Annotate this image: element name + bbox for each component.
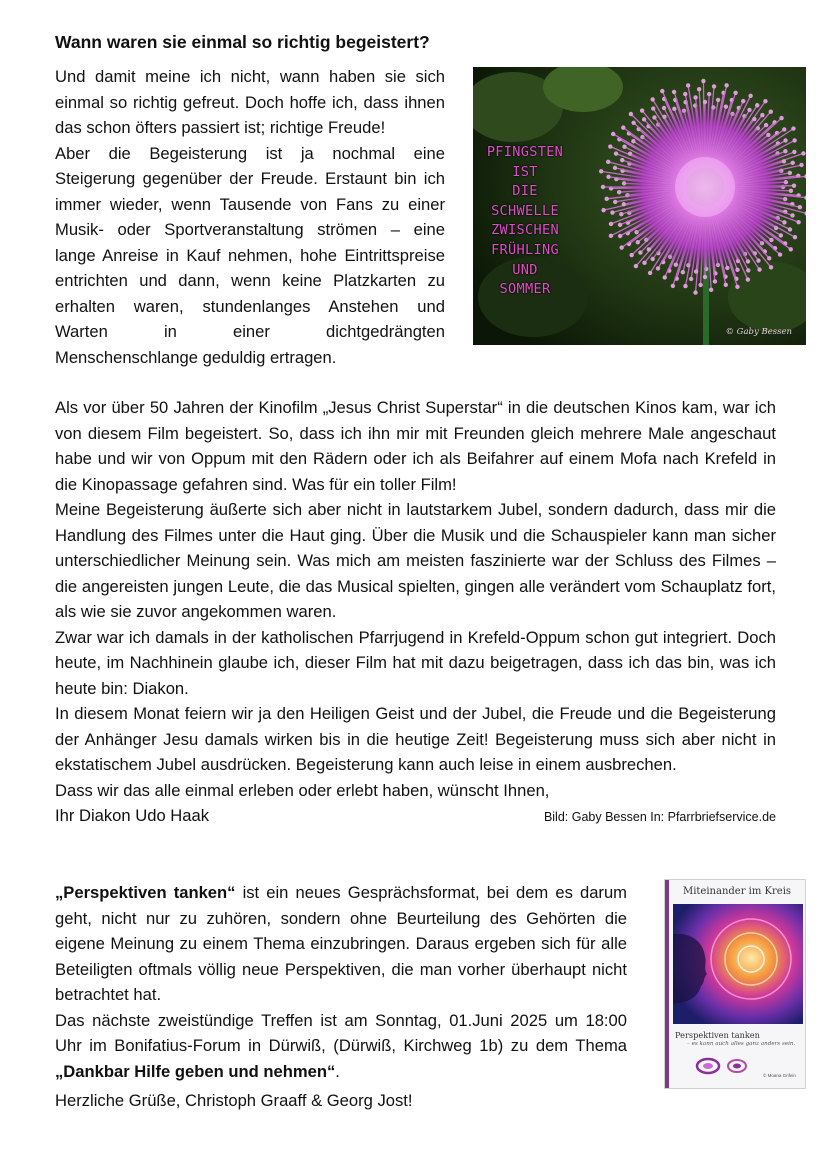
intro-paragraph: Aber die Begeisterung ist ja nochmal eine Steigerung gegenüber der Freude. Erstaunt bin ich immer wieder, wenn Tausende von Fans zu einer Musik- oder Sportveranstaltung strömen – eine lange Anreise in Kauf nehmen, hohe Eintrittspreise entrichten und dann, wenn keine Platzkarten zu erhalten waren, stundenlanges Anstehen und Warten in einer dichtgedrängten bbox=[55, 143, 445, 341]
event-greeting: Herzliche Grüße, Christoph Graaff & Georg Jost! bbox=[55, 1091, 413, 1110]
event-heading: „Perspektiven tanken“ bbox=[55, 883, 236, 902]
flower-caption-line: SCHWELLE bbox=[491, 202, 559, 219]
flower-image bbox=[473, 67, 806, 345]
page-title: Wann waren sie einmal so richtig begeistert? bbox=[55, 32, 430, 52]
flower-caption-line: UND bbox=[512, 261, 538, 278]
signature-row bbox=[55, 803, 776, 831]
book-publisher: © Moana Grifein bbox=[763, 1073, 796, 1078]
flower-caption-line: SOMMER bbox=[499, 281, 551, 298]
event-next-meeting: Das nächste zweistündige Treffen ist am Sonntag, 01.Juni 2025 um 18:00 Uhr im Bonifatius-Forum in Dürwiß, (Dürwiß, Kirchweg 1b) zu dem Thema bbox=[55, 1010, 627, 1055]
main-paragraph: Meine Begeisterung äußerte sich aber nicht in lautstarkem Jubel, sondern dadurch, dass mir die Handlung des Filmes unter die Haut ging. Über die Musik und die Schauspieler kann man sicher unterschiedlicher Meinung sein. Was mich am meisten faszinierte war der Schluss des Filmes – die angereisten jungen Leute, die das Musical spielten, gingen alle verändert vom Schauplatz fort, als wie sie zuvor angekommen waren. bbox=[55, 500, 776, 621]
event-topic: „Dankbar Hilfe geben und nehmen“ bbox=[55, 1061, 336, 1081]
event-meeting-paragraph bbox=[55, 1008, 627, 1085]
event-description-paragraph bbox=[55, 880, 627, 1008]
book-spine bbox=[665, 880, 669, 1088]
book-tagline: – es kann auch alles ganz anders sein. bbox=[687, 1041, 796, 1047]
intro-text bbox=[55, 64, 445, 370]
flower-caption-line: DIE bbox=[512, 183, 538, 200]
main-paragraph: Dass wir das alle einmal erleben oder erlebt haben, wünscht Ihnen, bbox=[55, 780, 550, 800]
intro-paragraph: Und damit meine ich nicht, wann haben sie sich einmal so richtig gefreut. Doch hoffe ich, dass ihnen das schon öfters passiert ist; richtige Freude! bbox=[55, 67, 445, 137]
flower-caption-line: PFINGSTEN bbox=[486, 144, 564, 160]
event-description: ist ein neues Gesprächsformat, bei dem es darum geht, nicht nur zu zuhören, sondern ohne Beurteilung des Gehörten die eigene Meinung zu einem Thema einzubringen. Daraus ergeben sich für alle Beteiligten oftmals völlig neue Perspektiven, die man vorher überhaupt nicht betrachtet hat. bbox=[55, 883, 627, 1004]
book-title: Miteinander im Kreis bbox=[682, 886, 792, 897]
main-paragraph: Als vor über 50 Jahren der Kinofilm „Jesus Christ Superstar“ in die deutschen Kinos kam, war ich von diesem Film begeistert. So, dass ich ihn mir mit Freunden gleich mehrere Male angeschaut habe und wir von Oppum mit den Rädern oder ich als Beifahrer auf einem Mofa nach Krefeld in die Kinopassage gefahren sind. Was für ein toller Film! bbox=[55, 398, 776, 494]
flower-caption-line: ZWISCHEN bbox=[491, 222, 559, 239]
event-text bbox=[55, 880, 627, 1114]
signature: Ihr Diakon Udo Haak bbox=[55, 806, 210, 825]
flower-caption-line: IST bbox=[512, 163, 538, 180]
main-text bbox=[55, 395, 776, 831]
book-logo-icon bbox=[695, 1056, 755, 1076]
intro-paragraph: Menschenschlange geduldig ertragen. bbox=[55, 347, 337, 367]
event-topic-end: . bbox=[335, 1061, 340, 1081]
event-section bbox=[55, 880, 627, 1114]
book-cover bbox=[664, 879, 806, 1089]
flower-caption bbox=[473, 143, 577, 300]
book-subtitle: Perspektiven tanken bbox=[675, 1030, 760, 1040]
main-paragraph: Zwar war ich damals in der katholischen Pfarrjugend in Krefeld-Oppum schon gut integriert. Doch heute, im Nachhinein glaube ich, dieser Film hat mit dazu beigetragen, dass ich das bin, was ich heute bin: Diakon. bbox=[55, 627, 776, 698]
flower-caption-line: FRÜHLING bbox=[491, 241, 559, 258]
image-credit: Bild: Gaby Bessen In: Pfarrbriefservice.de bbox=[543, 810, 776, 824]
main-paragraph: In diesem Monat feiern wir ja den Heiligen Geist und der Jubel, die Freude und die Begeisterung der Anhänger Jesu damals wirken bis in die heutige Zeit! Begeisterung muss sich aber nicht in ekstatischem Jubel ausdrücken. Begeisterung kann auch leise in einem ausbrechen. bbox=[55, 704, 776, 774]
image-copyright: © Gaby Bessen bbox=[725, 327, 792, 337]
book-cover-art bbox=[673, 904, 803, 1024]
